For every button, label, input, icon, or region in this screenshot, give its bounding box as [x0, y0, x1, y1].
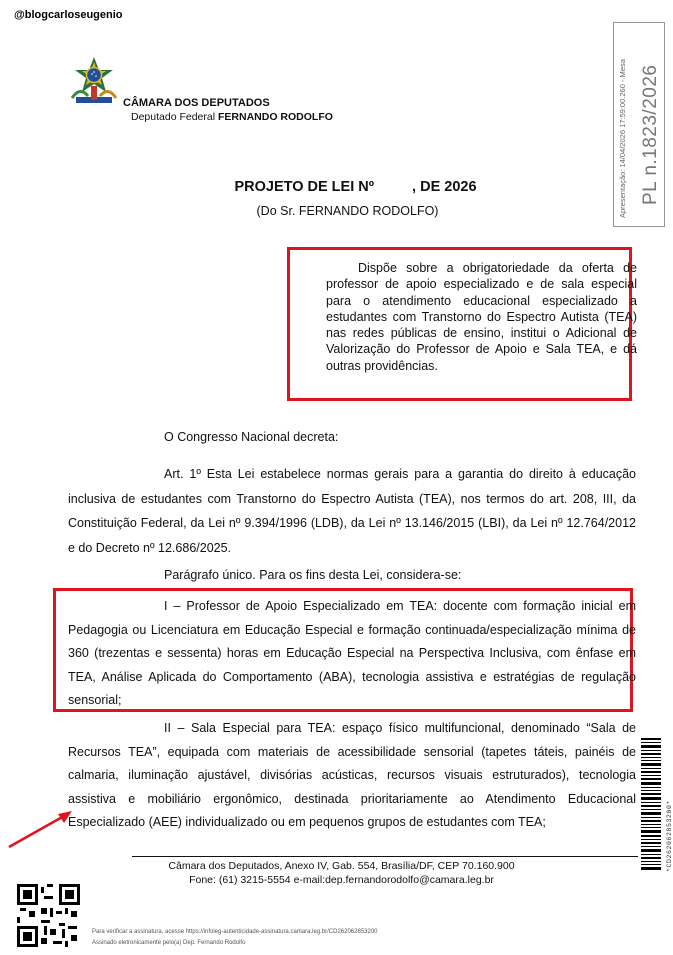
barcode-text: *CD262062853200* — [666, 799, 673, 872]
stamp-presentation-date: Apresentação: 14/04/2026 17:59:00.260 - Mesa — [618, 59, 627, 218]
sole-paragraph: Parágrafo único. Para os fins desta Lei, considera-se: — [164, 568, 462, 582]
barcode-icon — [641, 738, 661, 870]
item-2: II – Sala Especial para TEA: espaço físico multifuncional, denominado “Sala de Recursos TEA”, equipada com materiais de acessibilidade sensorial (tapetes táteis, painéis de calmaria, iluminação ajustável, divisórias acústicas, recursos visuais estruturados), tecnologia assistiva e mobiliário ergonômico, destinada prioritariamente ao Atendimento Educacional Especializado (AEE) individualizado ou em pequenos grupos de estudantes com TEA; — [68, 721, 636, 829]
chamber-name: CÂMARA DOS DEPUTADOS — [123, 97, 270, 109]
deputy-name: FERNANDO RODOLFO — [217, 111, 333, 123]
red-arrow-icon — [6, 808, 76, 850]
qr-code-icon[interactable] — [17, 884, 80, 947]
stamp-bill-number: PL n.1823/2026 — [640, 64, 661, 205]
footer-divider — [132, 856, 638, 857]
decree-line: O Congresso Nacional decreta: — [164, 430, 339, 444]
footer-contact: Fone: (61) 3215-5554 e-mail:dep.fernandorodolfo@camara.leg.br — [189, 874, 494, 886]
bill-author: (Do Sr. FERNANDO RODOLFO) — [256, 204, 439, 218]
page-title — [0, 179, 671, 195]
watermark: @blogcarloseugenio — [14, 9, 123, 21]
coat-of-arms-icon — [66, 56, 122, 108]
ementa-text: Dispõe sobre a obrigatoriedade da oferta de professor de apoio especializado e de sala especial para o atendimento educacional especializado a estudantes com Transtorno do Espectro Autista (TEA) nas redes públicas de ensino, institui o Adicional de Valorização do Professor de Apoio e Sala TEA, e dá outras providências. — [326, 261, 637, 373]
article-1: Art. 1º Esta Lei estabelece normas gerais para a garantia do direito à educação inclusiva de estudantes com Transtorno do Espectro Autista (TEA), nos termos do art. 208, III, da Constituição Federal, da Lei nº 9.394/1996 (LDB), da Lei nº 13.146/2015 (LBI), da Lei nº 12.764/2012 e do Decreto nº 12.686/2025. — [68, 467, 636, 555]
signature-verify-link[interactable]: Para verificar a assinatura, acesse https://infoleg-autenticidade-assinatura.camara.leg.br/CD262062853200 — [92, 929, 378, 935]
title-right: , DE 2026 — [412, 179, 477, 195]
deputy-prefix: Deputado Federal — [131, 111, 216, 123]
signature-signed-by: Assinado eletronicamente pelo(a) Dep. Fernando Rodolfo — [92, 940, 246, 946]
item-1: I – Professor de Apoio Especializado em TEA: docente com formação inicial em Pedagogia ou Licenciatura em Educação Especial e formação continuada/especialização mínima de 360 (trezentas e sessenta) horas em Educação Especial na Perspectiva Inclusiva, com ênfase em TEA, Análise Aplicada do Comportamento (ABA), tecnologia assistiva e estratégias de regulação sensorial; — [68, 599, 636, 707]
deputy-line — [131, 111, 333, 123]
footer-address: Câmara dos Deputados, Anexo IV, Gab. 554, Brasília/DF, CEP 70.160.900 — [168, 860, 515, 872]
title-left: PROJETO DE LEI Nº — [234, 179, 375, 195]
